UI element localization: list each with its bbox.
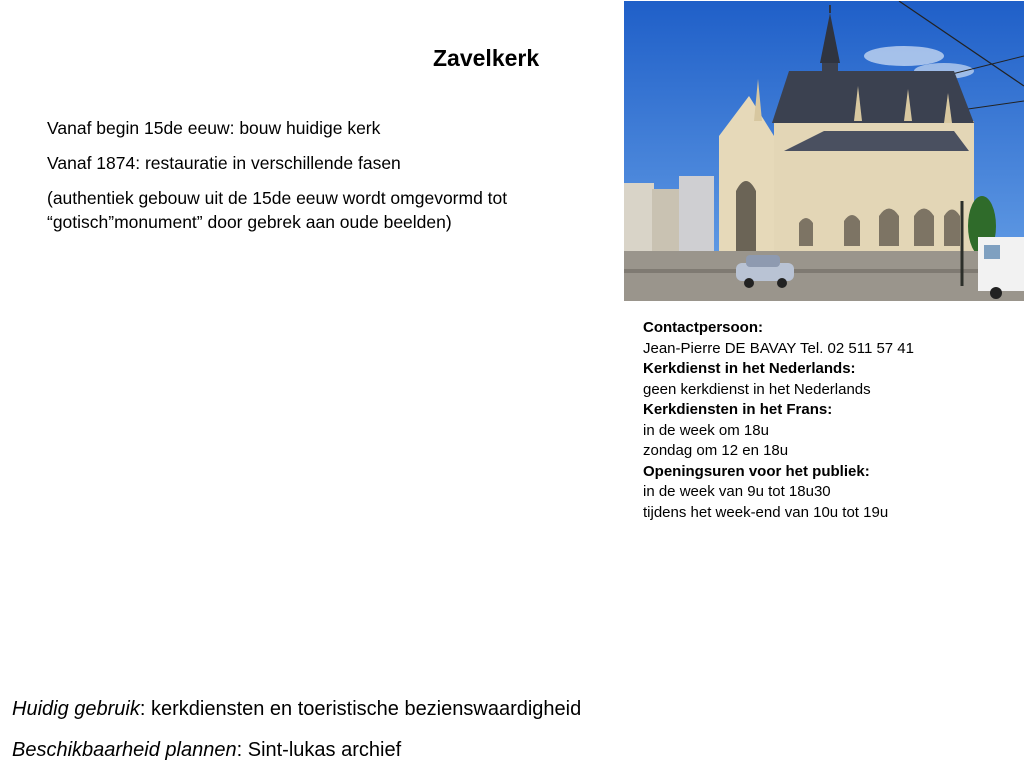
- usage-value: : kerkdiensten en toeristische bezienswaardigheid: [139, 698, 582, 720]
- history-list: [47, 116, 567, 245]
- availability-value: : Sint-lukas archief: [236, 739, 402, 761]
- contact-heading: Contactpersoon:: [643, 319, 763, 336]
- info-panel: [643, 318, 1013, 523]
- history-item: Vanaf 1874: restauratie in verschillende fasen: [47, 153, 401, 173]
- usage-line: [12, 696, 912, 722]
- church-photo: [624, 1, 1024, 301]
- service-french-sunday: zondag om 12 en 18u: [643, 442, 789, 459]
- availability-label: Beschikbaarheid plannen: [12, 739, 237, 761]
- page-title: Zavelkerk: [433, 45, 540, 71]
- opening-hours-weekend: tijdens het week-end van 10u tot 19u: [643, 503, 889, 521]
- service-dutch-value: geen kerkdienst in het Nederlands: [643, 380, 871, 398]
- usage-label: Huidig gebruik: [12, 698, 140, 720]
- availability-line: [12, 737, 912, 763]
- history-item: Vanaf begin 15de eeuw: bouw huidige kerk: [47, 118, 381, 138]
- service-french-heading: Kerkdiensten in het Frans:: [643, 401, 833, 418]
- service-dutch-heading: Kerkdienst in het Nederlands:: [643, 360, 856, 377]
- opening-hours-weekday: in de week van 9u tot 18u30: [643, 483, 831, 500]
- opening-hours-heading: Openingsuren voor het publiek:: [643, 462, 870, 480]
- service-french-weekday: in de week om 18u: [643, 421, 769, 439]
- contact-value: Jean-Pierre DE BAVAY Tel. 02 511 57 41: [643, 339, 914, 357]
- history-item: (authentiek gebouw uit de 15de eeuw wordt omgevormd tot “gotisch”monument” door gebrek aan oude beelden): [47, 188, 508, 232]
